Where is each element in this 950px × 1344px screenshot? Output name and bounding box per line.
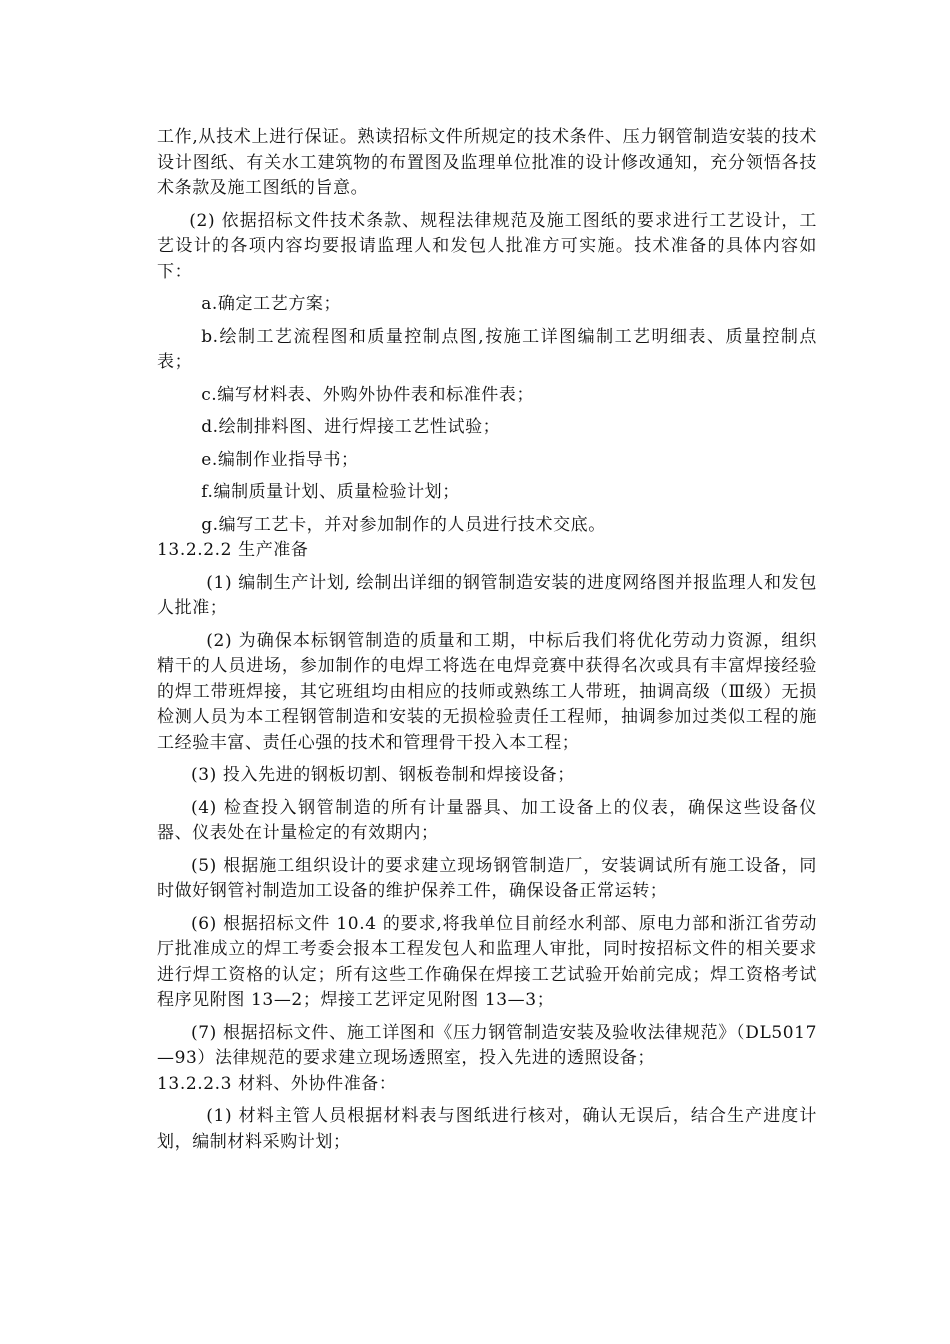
section-heading-production-prep: 13.2.2.2 生产准备 [157,540,309,560]
list-item-g: g.编写工艺卡，并对参加制作的人员进行技术交底。 [201,514,606,535]
list-item-b: b.绘制工艺流程图和质量控制点图,按施工详图编制工艺明细表、质量控制点表； [157,326,817,372]
paragraph-production-7: (7) 根据招标文件、施工详图和《压力钢管制造安装及验收法律规范》（DL5017—93）法律规范的要求建立现场透照室，投入先进的透照设备； [157,1022,817,1068]
paragraph-production-5: (5) 根据施工组织设计的要求建立现场钢管制造厂，安装调试所有施工设备，同时做好钢管衬制造加工设备的维护保养工件，确保设备正常运转； [157,855,817,901]
section-heading-materials-prep: 13.2.2.3 材料、外协件准备： [157,1073,397,1094]
paragraph-production-4: (4) 检查投入钢管制造的所有计量器具、加工设备上的仪表，确保这些设备仪器、仪表处在计量检定的有效期内； [157,797,817,843]
list-item-f: f.编制质量计划、质量检验计划； [201,482,460,502]
paragraph-tech-prep-2: (2) 依据招标文件技术条款、规程法律规范及施工图纸的要求进行工艺设计，工艺设计的各项内容均要报请监理人和发包人批准方可实施。技术准备的具体内容如下： [157,210,817,282]
paragraph-intro: 工作,从技术上进行保证。熟读招标文件所规定的技术条件、压力钢管制造安装的技术设计图纸、有关水工建筑物的布置图及监理单位批准的设计修改通知，充分领悟各技术条款及施工图纸的旨意。 [157,127,817,198]
list-item-c: c.编写材料表、外购外协件表和标准件表； [201,384,535,405]
list-item-d: d.绘制排料图、进行焊接工艺性试验； [201,417,501,437]
paragraph-production-3: (3) 投入先进的钢板切割、钢板卷制和焊接设备； [191,765,575,785]
paragraph-materials-1: (1) 材料主管人员根据材料表与图纸进行核对，确认无误后，结合生产进度计划，编制材料采购计划； [157,1106,817,1152]
paragraph-production-6: (6) 根据招标文件 10.4 的要求,将我单位目前经水利部、原电力部和浙江省劳动厅批准成立的焊工考委会报本工程发包人和监理人审批，同时按招标文件的相关要求进行焊工资格的认定；所有这些工作确保在焊接工艺试验开始前完成；焊工资格考试程序见附图 13—2；焊接工艺评定见附图 13—3； [157,913,817,1010]
paragraph-production-1: (1) 编制生产计划, 绘制出详细的钢管制造安装的进度网络图并报监理人和发包人批准； [157,572,817,618]
document-body [157,125,817,1155]
list-item-a: a.确定工艺方案； [201,294,342,314]
paragraph-production-2: (2) 为确保本标钢管制造的质量和工期，中标后我们将优化劳动力资源，组织精干的人员进场，参加制作的电焊工将选在电焊竞赛中获得名次或具有丰富焊接经验的焊工带班焊接，其它班组均由相应的技师或熟练工人带班，抽调高级（Ⅲ级）无损检测人员为本工程钢管制造和安装的无损检验责任工程师，抽调参加过类似工程的施工经验丰富、责任心强的技术和管理骨干投入本工程； [157,630,817,753]
list-item-e: e.编制作业指导书； [201,449,359,470]
